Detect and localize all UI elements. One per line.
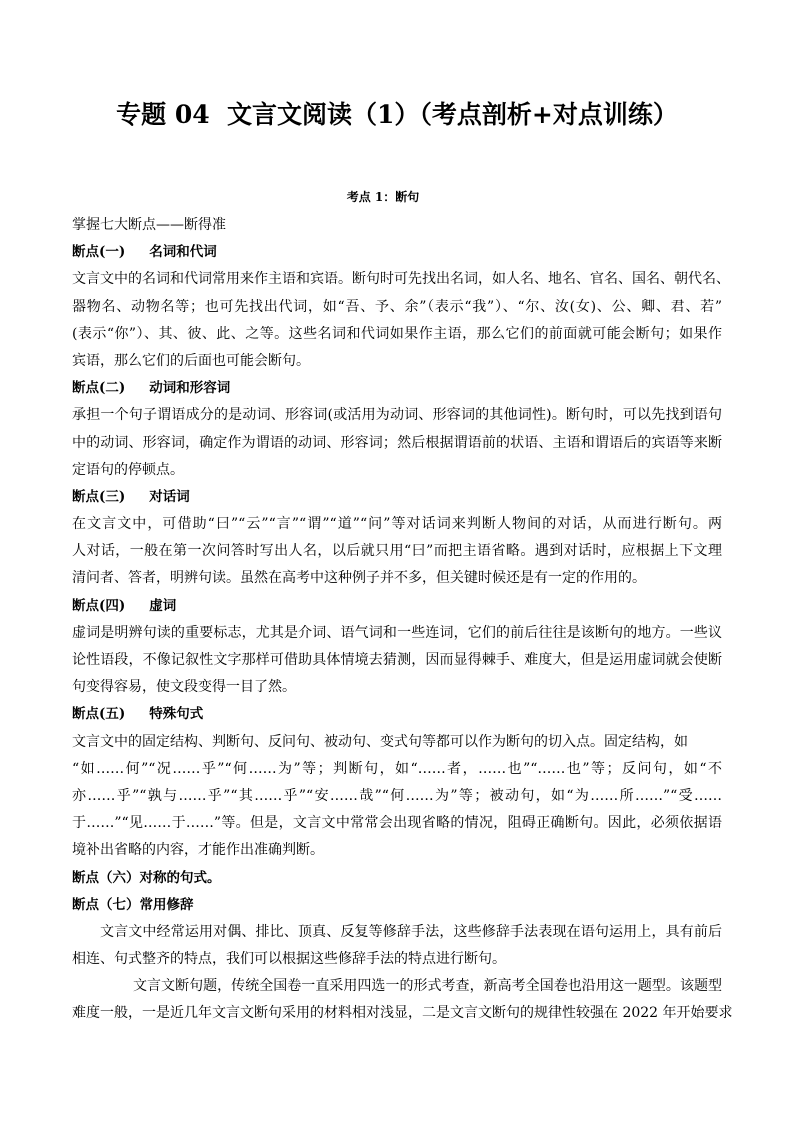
point-1-label: 断点(一) [72, 244, 126, 261]
point-5-line-1: 文言文中的固定结构、判断句、反问句、被动句、变式句等都可以作为断句的切入点。固定结构，如 [72, 733, 688, 750]
point-1-line-4: 宾语，那么它们的后面也可能会断句。 [72, 352, 310, 369]
point-7-heading: 断点（七）常用修辞 [72, 896, 194, 913]
point-2-heading [72, 375, 722, 402]
point-7-line-2: 相连、句式整齐的特点，我们可以根据这些修辞手法的特点进行断句。 [72, 951, 506, 968]
point-7-line-1: 文言文中经常运用对偶、排比、顶真、反复等修辞手法，这些修辞手法表现在语句运用上，具有前后 [100, 923, 722, 940]
point-5-name: 特殊句式 [149, 706, 204, 723]
point-2-line-3: 定语句的停顿点。 [72, 461, 184, 478]
intro-line: 掌握七大断点——断得准 [72, 217, 226, 233]
point-5-line-3: 亦……乎”“孰与……乎”“其……乎”“安……哉”“何……为”等；被动句，如“为……所……”“受…… [72, 787, 722, 804]
point-2-label: 断点(二) [72, 380, 126, 397]
point-2-line-1: 承担一个句子谓语成分的是动词、形容词(或活用为动词、形容词的其他词性)。断句时，可以先找到语句 [72, 407, 722, 424]
point-4-heading [72, 593, 722, 620]
point-1-line-2: 器物名、动物名等；也可先找出代词，如“吾、予、余”（表示“我”）、“尔、汝(女)、公、卿、君、若” [72, 298, 722, 315]
point-5-heading [72, 701, 722, 728]
point-1-line-1: 文言文中的名词和代词常用来作主语和宾语。断句时可先找出名词，如人名、地名、官名、国名、朝代名、 [72, 271, 730, 288]
point-3-heading [72, 484, 722, 511]
point-2-line-2: 中的动词、形容词，确定作为谓语的动词、形容词；然后根据谓语前的状语、主语和谓语后的宾语等来断 [72, 434, 722, 451]
point-5-line-2: “如……何”“况……乎”“何……为”等；判断句，如“……者，……也”“……也”等；反问句，如“不 [72, 760, 722, 777]
section-heading: 考点 1：断句 [346, 190, 420, 204]
document-title: 专题 04 文言文阅读（1）（考点剖析+对点训练） [116, 100, 678, 129]
point-5-line-4: 于……”“见……于……”等。但是，文言文中常常会出现省略的情况，阻碍正确断句。因此，必须依据语 [72, 815, 722, 832]
point-1-name: 名词和代词 [149, 244, 217, 261]
point-3-line-3: 清问者、答者，明辨句读。虽然在高考中这种例子并不多，但关键时候还是有一定的作用的。 [72, 570, 646, 587]
point-3-label: 断点(三) [72, 488, 126, 505]
point-1-heading [72, 239, 722, 266]
point-4-name: 虚词 [149, 597, 177, 614]
point-5-label: 断点(五) [72, 706, 126, 723]
point-4-line-2: 论性语段，不像记叙性文字那样可借助具体情境去猜测，因而显得棘手、难度大，但是运用虚词就会使断 [72, 652, 722, 668]
point-5-line-5: 境补出省略的内容，才能作出准确判断。 [72, 842, 324, 859]
point-3-name: 对话词 [149, 488, 190, 505]
point-3-line-1: 在文言文中，可借助“曰”“云”“言”“谓”“道”“问”等对话词来判断人物间的对话，从而进行断句。两 [72, 516, 722, 533]
closing-line-1: 文言文断句题，传统全国卷一直采用四选一的形式考查，新高考全国卷也沿用这一题型。该题型 [133, 978, 722, 995]
point-6-heading: 断点（六）对称的句式。 [72, 869, 221, 886]
point-4-label: 断点(四) [72, 597, 126, 614]
point-4-line-3: 句变得容易，使文段变得一目了然。 [72, 679, 296, 696]
closing-line-2: 难度一般，一是近几年文言文断句采用的材料相对浅显，二是文言文断句的规律性较强在 2022 年开始要求 [72, 1005, 733, 1022]
document-body [72, 212, 733, 1028]
point-2-name: 动词和形容词 [149, 380, 231, 397]
point-3-line-2: 人对话，一般在第一次问答时写出人名，以后就只用“曰”而把主语省略。遇到对话时，应根据上下文理 [72, 543, 722, 560]
point-4-line-1: 虚词是明辨句读的重要标志，尤其是介词、语气词和一些连词，它们的前后往往是该断句的地方。一些议 [72, 624, 722, 641]
point-1-line-3: (表示“你”）、其、彼、此、之等。这些名词和代词如果作主语，那么它们的前面就可能会断句；如果作 [72, 325, 722, 342]
